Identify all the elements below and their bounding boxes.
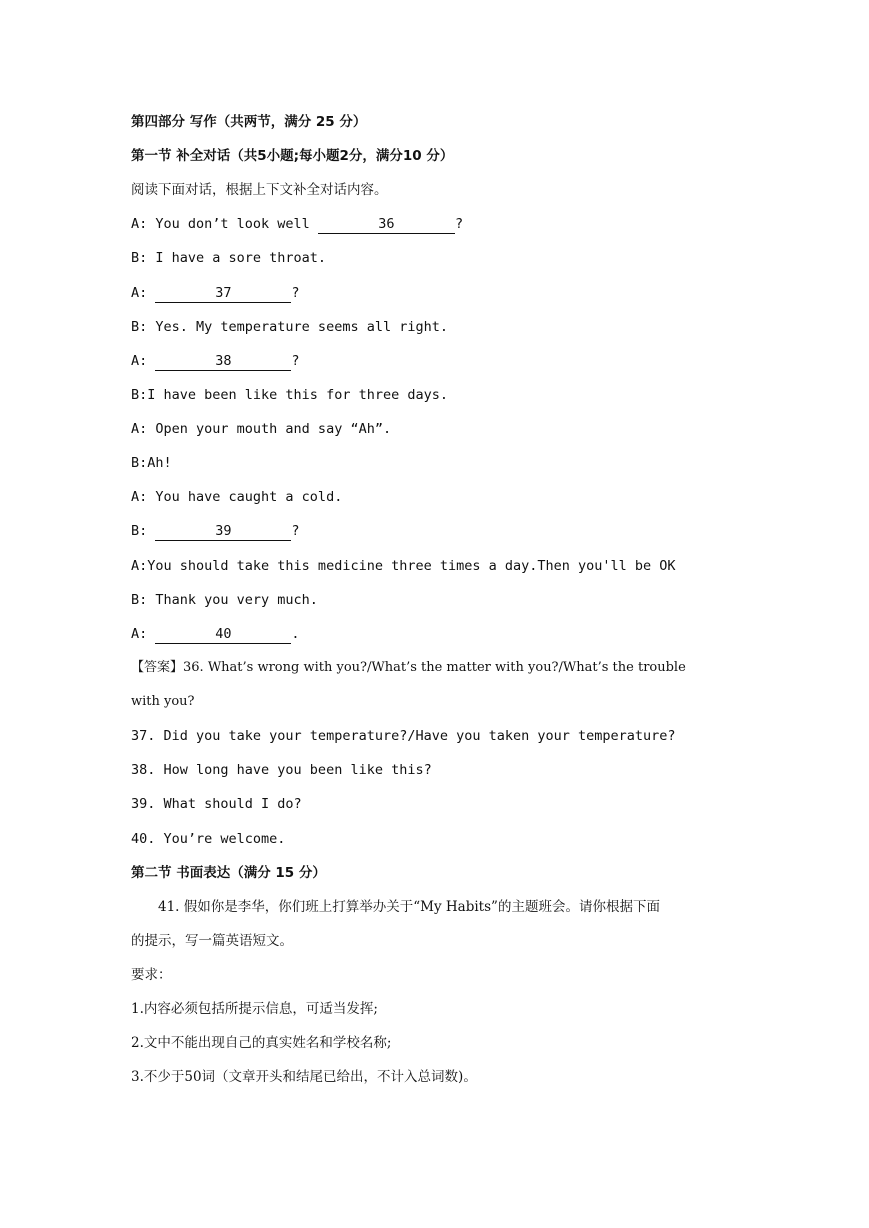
requirement-3: 3.不少于50词（文章开头和结尾已给出，不计入总词数)。 — [131, 1069, 477, 1085]
dialogue-line-5 — [131, 351, 300, 371]
blank-37: 37 — [155, 285, 291, 303]
dialogue-line-10 — [131, 521, 300, 541]
dialogue-line-1 — [131, 214, 463, 234]
dialogue-text: A: — [131, 353, 156, 369]
section2-title: 第二节 书面表达（满分 15 分） — [131, 865, 326, 881]
dialogue-line-7: A: Open your mouth and say “Ah”. — [131, 421, 392, 437]
dialogue-text: B: — [131, 523, 156, 539]
dialogue-line-9: A: You have caught a cold. — [131, 489, 343, 505]
dialogue-punct: ? — [291, 523, 300, 539]
dialogue-punct: ? — [291, 353, 300, 369]
dialogue-line-8: B:Ah! — [131, 455, 172, 471]
requirements-label: 要求： — [131, 967, 172, 983]
section2-prompt-line-1: 41. 假如你是李华，你们班上打算举办关于“My Habits”的主题班会。请你根据下面 — [158, 899, 660, 915]
blank-39: 39 — [155, 523, 291, 541]
dialogue-punct: . — [291, 626, 300, 642]
blank-40: 40 — [155, 626, 291, 644]
answer-line-4: 38. How long have you been like this? — [131, 762, 432, 778]
section2-prompt-line-2: 的提示，写一篇英语短文。 — [131, 933, 293, 949]
dialogue-line-13 — [131, 624, 300, 644]
section1-title: 第一节 补全对话（共5小题;每小题2分，满分10 分） — [131, 148, 454, 164]
dialogue-line-3 — [131, 283, 300, 303]
dialogue-text: A: — [131, 626, 156, 642]
requirement-2: 2.文中不能出现自己的真实姓名和学校名称; — [131, 1035, 392, 1051]
requirement-1: 1.内容必须包括所提示信息，可适当发挥; — [131, 1001, 378, 1017]
dialogue-text: A: You don’t look well — [131, 216, 318, 232]
dialogue-punct: ? — [291, 285, 300, 301]
dialogue-line-12: B: Thank you very much. — [131, 592, 318, 608]
answer-line-2: with you? — [131, 694, 195, 709]
answer-line-3: 37. Did you take your temperature?/Have you taken your temperature? — [131, 728, 676, 744]
dialogue-punct: ? — [454, 216, 464, 232]
section1-instruction: 阅读下面对话，根据上下文补全对话内容。 — [131, 182, 388, 198]
answer-line-6: 40. You’re welcome. — [131, 831, 286, 847]
dialogue-line-2: B: I have a sore throat. — [131, 250, 327, 266]
answer-text: 36. What’s wrong with you?/What’s the matter with you?/What’s the trouble — [183, 660, 686, 675]
answer-line-1 — [131, 658, 686, 678]
dialogue-line-4: B: Yes. My temperature seems all right. — [131, 319, 448, 335]
answer-line-5: 39. What should I do? — [131, 796, 302, 812]
dialogue-line-6: B:I have been like this for three days. — [131, 387, 448, 403]
dialogue-line-11: A:You should take this medicine three times a day.Then you'll be OK — [131, 558, 676, 574]
part-title: 第四部分 写作（共两节，满分 25 分） — [131, 114, 367, 130]
blank-36: 36 — [318, 216, 455, 234]
dialogue-text: A: — [131, 285, 156, 301]
answer-label: 【答案】 — [131, 660, 184, 675]
blank-38: 38 — [155, 353, 291, 371]
